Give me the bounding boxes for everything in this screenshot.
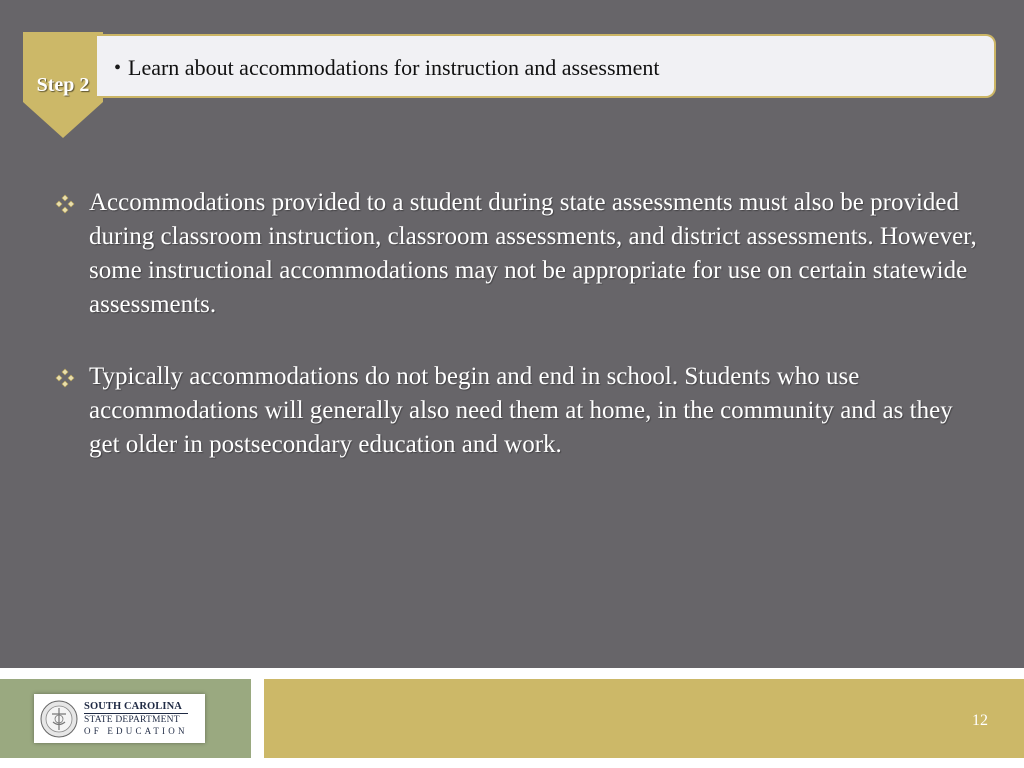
footer-gold-panel	[264, 679, 1024, 758]
logo-wordmark	[84, 701, 188, 737]
footer-divider	[0, 668, 1024, 678]
logo-line-1: SOUTH CAROLINA	[84, 701, 188, 714]
logo-line-2: STATE DEPARTMENT	[84, 714, 180, 725]
step-bullet-dot: •	[114, 57, 122, 79]
footer-gap	[251, 679, 264, 758]
logo-line-3: OF EDUCATION	[84, 725, 188, 736]
page-number: 12	[972, 712, 988, 729]
step-description-box	[97, 34, 996, 98]
step-description-text: Learn about accommodations for instruction and assessment	[128, 55, 660, 80]
bullet-text: Accommodations provided to a student during state assessments must also be provided during classroom instruction, classroom assessments, and district assessments. However, some instructional accommodations may not be appropriate for use on certain statewide assessments.	[89, 189, 977, 318]
bullet-item	[52, 360, 982, 462]
bullet-item	[52, 186, 982, 322]
bullet-list	[52, 186, 982, 462]
step-label: Step 2	[36, 74, 90, 96]
diamond-bullet-icon	[55, 194, 75, 214]
state-seal-icon	[40, 700, 78, 738]
diamond-bullet-icon	[55, 368, 75, 388]
sc-education-logo	[34, 694, 205, 743]
bullet-text: Typically accommodations do not begin and end in school. Students who use accommodations will generally also need them at home, in the community and as they get older in postsecondary education and work.	[89, 363, 953, 458]
